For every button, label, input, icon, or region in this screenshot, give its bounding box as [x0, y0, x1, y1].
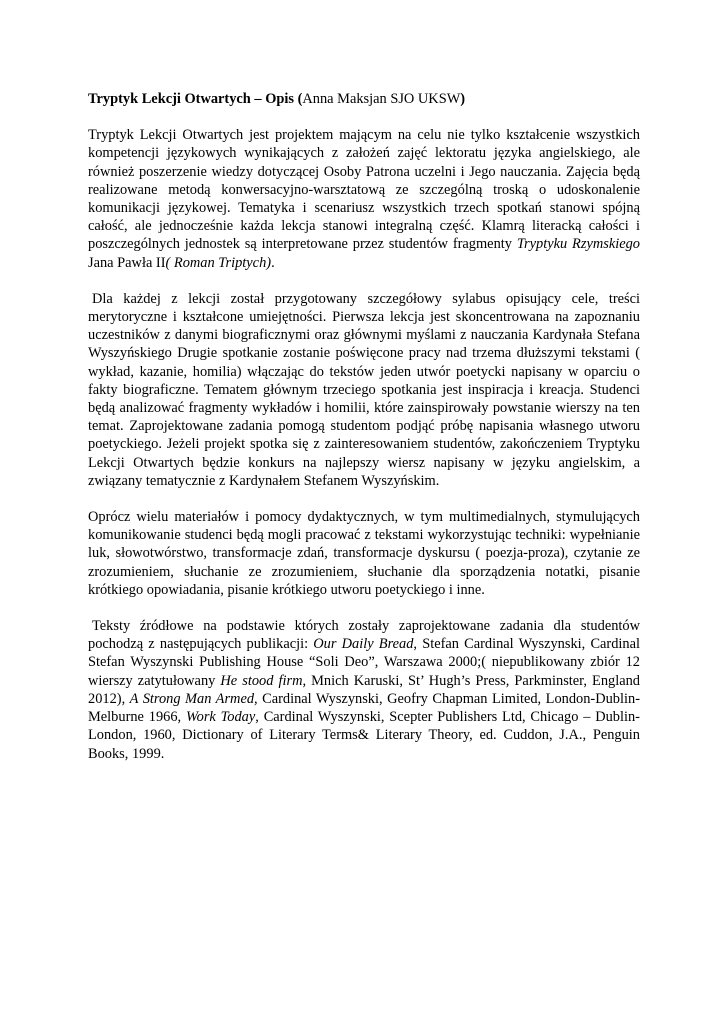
p1-text-c: Jana Pawła II — [88, 254, 166, 271]
p4-text-g: , Cardinal Wyszynski, Geofry Chapman Limited, London-Dublin-Melburne 1966, — [88, 690, 640, 726]
paragraph-techniques: Oprócz wielu materiałów i pomocy dydaktycznych, w tym multimedialnych, stymulujących komunikowanie studenci będą mogli pracować z tekstami wykorzystując techniki: wypełnianie luk, słowotwórstwo, transformacje zdań, transformacje dyskursu ( poezja-proza), czytanie ze zrozumieniem, słuchanie ze zrozumieniem, słuchanie dla sporządzenia notatki, pisanie krótkiego opowiadania, pisanie krótkiego utworu poetyckiego i inne. — [88, 509, 640, 598]
document-page — [88, 76, 640, 781]
p1-title-tryptyk: Tryptyku Rzymskiego — [516, 236, 640, 253]
title-author: Anna Maksjan SJO UKSW — [302, 91, 461, 107]
title-bold: Tryptyk Lekcji Otwartych – Opis ( — [88, 91, 303, 107]
p4-title-daily-bread: Our Daily Bread — [313, 636, 414, 653]
paragraph-syllabus: Dla każdej z lekcji został przygotowany szczegółowy sylabus opisujący cele, treści merytoryczne i kształcone umiejętności. Pierwsza lekcja jest skoncentrowana na zapoznaniu uczestników z danymi biograficznymi oraz głównymi myślami z nauczania Kardynała Stefana Wyszyńskiego Drugie spotkanie zostanie poświęcone pracy nad trzema dłuższymi tekstami ( wykład, kazanie, homilia) włączając do tekstów jeden utwór poetycki napisany w oparciu o fakty biograficzne. Tematem głównym trzeciego spotkania jest inspiracja i kreacja. Studenci będą analizować fragmenty wykładów i homilii, które zainspirowały powstanie wierszy na ten temat. Zaprojektowane zadania pomogą studentom podjąć próbę napisania własnego utworu poetyckiego. Jeżeli projekt spotka się z zainteresowaniem studentów, zakończeniem Tryptyku Lekcji Otwartych będzie konkurs na najlepszy wiersz napisany w języku angielskim, a związany tematycznie z Kardynałem Stefanem Wyszyńskim. — [88, 290, 640, 489]
p1-text-e: . — [271, 254, 275, 271]
p1-text-a: Tryptyk Lekcji Otwartych jest projektem mającym na celu nie tylko kształcenie wszystkich kompetencji językowych wynikających z założeń zajęć lektoratu języka angielskiego, ale również poszerzenie wiedzy dotyczącej Osoby Patrona uczelni i Jego nauczania. Zajęcia będą realizowane metodą konwersacyjno-warsztatową ze szczególną troską o udoskonalenie komunikacji językowej. Tematyka i scenariusz wszystkich trzech spotkań stanowi spójną całość, ale jednocześnie każda lekcja stanowi integralną część. Klamrą literacką całości i poszczególnych jednostek są interpretowane przez studentów fragmenty — [88, 127, 640, 253]
p4-text-c: , Stefan Cardinal Wyszynski, Cardinal Stefan Wyszynski Publishing House “Soli Deo”, Warszawa 2000;( niepublikowany zbiór 12 wierszy zatytułowany — [88, 636, 640, 689]
title-close: ) — [460, 91, 466, 107]
p4-title-work-today: Work Today — [185, 709, 256, 726]
document-title — [88, 90, 640, 108]
p4-text-a: Teksty źródłowe na podstawie których zostały zaprojektowane zadania dla studentów pochodzą z następujących publikacji: — [88, 618, 640, 653]
p1-title-roman-triptych: ( Roman Triptych) — [165, 254, 272, 271]
p4-title-stood-firm: He stood firm, — [220, 672, 307, 689]
p4-text-e: Mnich Karuski, St’ Hugh’s Press, Parkminster, England 2012), — [88, 672, 641, 707]
paragraph-sources — [88, 617, 640, 763]
p4-text-i: , Cardinal Wyszynski, Scepter Publishers Ltd, Chicago – Dublin-London, 1960, Dictionary of Literary Terms& Literary Theory, ed. Cuddon, J.A., Penguin Books, 1999. — [88, 709, 640, 762]
p4-title-strong-man: A Strong Man Armed — [129, 690, 255, 707]
paragraph-intro — [88, 126, 640, 272]
